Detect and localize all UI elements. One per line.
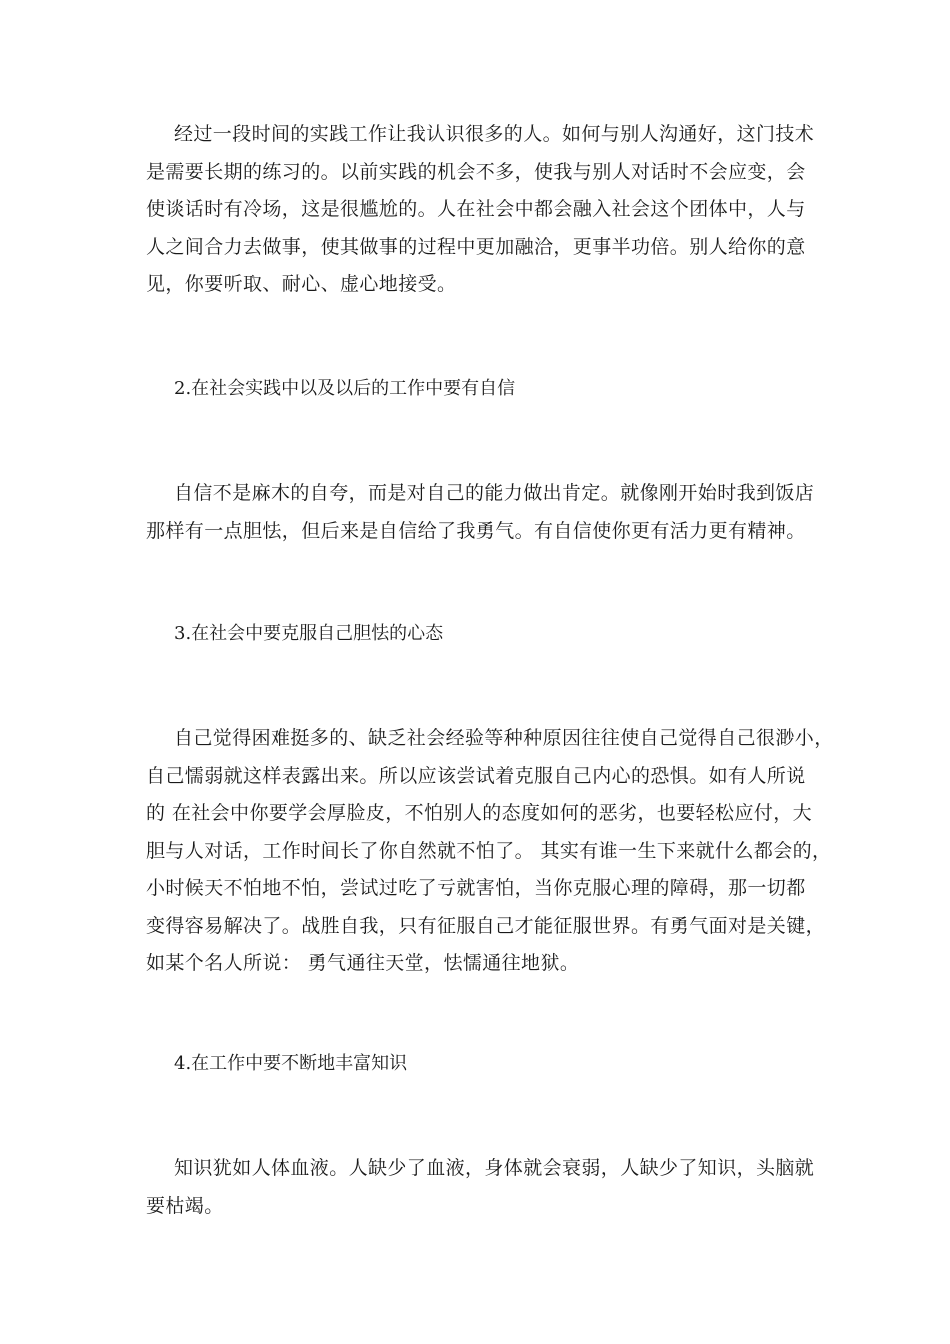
section-heading-knowledge: 4.在工作中要不断地丰富知识	[174, 1053, 408, 1074]
paragraph-line: 知识犹如人体血液。人缺少了血液，身体就会衰弱，人缺少了知识，头脑就	[174, 1157, 815, 1179]
paragraph-line: 胆与人对话，工作时间长了你自然就不怕了。 其实有谁一生下来就什么都会的，	[146, 839, 832, 862]
paragraph-line: 的 在社会中你要学会厚脸皮，不怕别人的态度如何的恶劣，也要轻松应付，大	[146, 802, 813, 824]
section-heading-confidence: 2.在社会实践中以及以后的工作中要有自信	[174, 378, 516, 399]
paragraph-line: 自己觉得困难挺多的、缺乏社会经验等种种原因往往使自己觉得自己很渺小，	[174, 727, 834, 749]
paragraph-line: 使谈话时有冷场，这是很尴尬的。人在社会中都会融入社会这个团体中，人与	[146, 198, 806, 220]
paragraph-line: 见，你要听取、耐心、虚心地接受。	[146, 273, 457, 295]
paragraph-line: 小时候天不怕地不怕，尝试过吃了亏就害怕，当你克服心理的障碍，那一切都	[146, 877, 806, 899]
paragraph-line: 经过一段时间的实践工作让我认识很多的人。如何与别人沟通好，这门技术	[174, 123, 815, 145]
paragraph-line: 那样有一点胆怯，但后来是自信给了我勇气。有自信使你更有活力更有精神。	[146, 519, 806, 542]
paragraph-line: 是需要长期的练习的。以前实践的机会不多，使我与别人对话时不会应变，会	[146, 160, 806, 183]
paragraph-line: 要枯竭。	[146, 1194, 224, 1217]
paragraph-line: 人之间合力去做事，使其做事的过程中更加融洽，更事半功倍。别人给你的意	[146, 235, 806, 258]
paragraph-line: 自信不是麻木的自夸，而是对自己的能力做出肯定。就像刚开始时我到饭店	[174, 482, 815, 504]
section-heading-timidity: 3.在社会中要克服自己胆怯的心态	[174, 623, 444, 644]
paragraph-line: 变得容易解决了。战胜自我，只有征服自己才能征服世界。有勇气面对是关键，	[146, 914, 826, 937]
paragraph-timidity	[146, 720, 834, 983]
paragraph-communication	[146, 116, 816, 304]
paragraph-knowledge	[146, 1150, 816, 1225]
paragraph-line: 自己懦弱就这样表露出来。所以应该尝试着克服自己内心的恐惧。如有人所说	[146, 764, 806, 787]
paragraph-line: 如某个名人所说： 勇气通往天堂，怯懦通往地狱。	[146, 952, 580, 974]
paragraph-confidence	[146, 475, 816, 550]
